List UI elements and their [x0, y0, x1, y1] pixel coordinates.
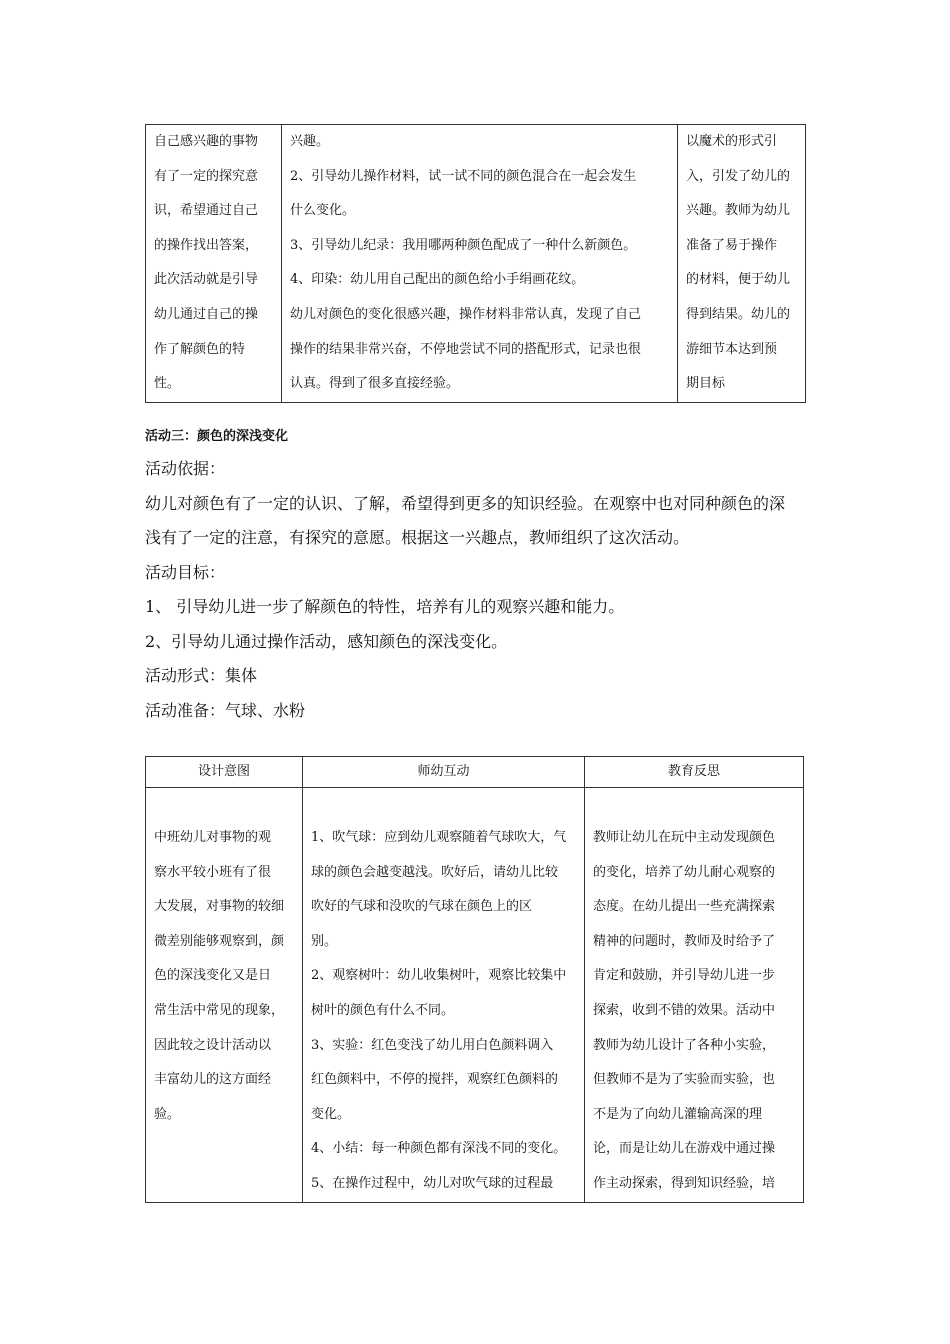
- text-line: 探索，收到不错的效果。活动中: [593, 1002, 776, 1018]
- text-line: 4、小结：每一种颜色都有深浅不同的变化。: [311, 1141, 567, 1157]
- basis-text-line: 幼儿对颜色有了一定的认识、了解，希望得到更多的知识经验。在观察中也对同种颜色的深: [145, 493, 786, 513]
- basis-text-line: 浅有了一定的注意，有探究的意愿。根据这一兴趣点，教师组织了这次活动。: [145, 528, 690, 547]
- text-line: 教师为幼儿设计了各种小实验，: [593, 1037, 776, 1053]
- text-line: 以魔术的形式引: [686, 134, 778, 149]
- text-line: 幼儿通过自己的操: [154, 306, 259, 322]
- text-line: 此次活动就是引导: [154, 272, 259, 288]
- interaction-cell: [282, 125, 678, 403]
- header-design-intent: 设计意图: [146, 757, 303, 788]
- goal-item: 1、 引导幼儿进一步了解颜色的特性，培养有儿的观察兴趣和能力。: [145, 597, 625, 616]
- text-line: 球的颜色会越变越浅。吹好后，请幼儿比较: [311, 864, 559, 880]
- text-line: 游细节本达到预: [686, 341, 778, 357]
- text-line: 但教师不是为了实验而实验，也: [593, 1072, 776, 1088]
- text-line: 教师让幼儿在玩中主动发现颜色: [593, 830, 776, 845]
- text-line: 别。: [311, 933, 338, 949]
- text-line: 态度。在幼儿提出一些充满探索: [593, 899, 776, 915]
- text-line: 丰富幼儿的这方面经: [154, 1072, 272, 1088]
- text-line: 常生活中常见的现象，: [154, 1002, 285, 1018]
- reflection-cell: [585, 788, 804, 1203]
- interaction-text: [303, 788, 584, 1202]
- text-line: 察水平较小班有了很: [154, 864, 272, 880]
- text-line: 因此较之设计活动以: [154, 1037, 272, 1053]
- header-reflection: 教育反思: [585, 757, 804, 788]
- text-line: 3、引导幼儿纪录：我用哪两种颜色配成了一种什么新颜色。: [290, 237, 637, 253]
- text-line: 作主动探索，得到知识经验，培: [593, 1175, 776, 1191]
- text-line: 有了一定的探究意: [154, 168, 259, 184]
- reflection-cell: [678, 125, 806, 403]
- text-line: 期目标: [686, 376, 726, 392]
- text-line: 兴趣。: [290, 134, 330, 149]
- design-intent-cell: [146, 788, 303, 1203]
- text-line: 精神的问题时，教师及时给予了: [593, 933, 776, 949]
- text-line: 吹好的气球和没吹的气球在颜色上的区: [311, 899, 533, 915]
- text-line: 2、引导幼儿操作材料，试一试不同的颜色混合在一起会发生: [290, 168, 637, 184]
- reflection-text: [678, 125, 805, 402]
- text-line: 入，引发了幼儿的: [686, 168, 791, 184]
- text-line: 准备了易于操作: [686, 237, 778, 253]
- text-line: 色的深浅变化又是日: [154, 968, 272, 984]
- text-line: 4、印染：幼儿用自己配出的颜色给小手绢画花纹。: [290, 272, 585, 288]
- text-line: 验。: [154, 1106, 181, 1122]
- text-line: 2、观察树叶：幼儿收集树叶，观察比较集中: [311, 968, 567, 984]
- text-line: 的操作找出答案，: [154, 237, 259, 253]
- text-line: 的材料，便于幼儿: [686, 272, 791, 288]
- text-line: 什么变化。: [290, 203, 356, 219]
- text-line: 幼儿对颜色的变化很感兴趣，操作材料非常认真，发现了自己: [290, 306, 642, 322]
- text-line: 的变化，培养了幼儿耐心观察的: [593, 864, 776, 880]
- text-line: 论，而是让幼儿在游戏中通过操: [593, 1141, 776, 1157]
- design-intent-text: [146, 788, 302, 1132]
- text-line: 不是为了向幼儿灌输高深的理: [593, 1106, 763, 1122]
- text-line: 1、吹气球：应到幼儿观察随着气球吹大，气: [311, 830, 567, 845]
- interaction-text: [282, 125, 677, 402]
- text-line: 3、实验：红色变浅了幼儿用白色颜料调入: [311, 1037, 554, 1053]
- text-line: 5、在操作过程中，幼儿对吹气球的过程最: [311, 1175, 554, 1191]
- section-title: 活动三：颜色的深浅变化: [145, 429, 289, 444]
- text-line: 自己感兴趣的事物: [154, 134, 259, 149]
- text-line: 兴趣。教师为幼儿: [686, 203, 791, 219]
- design-intent-text: [146, 125, 281, 402]
- text-line: 识，希望通过自己: [154, 203, 259, 219]
- text-line: 大发展，对事物的较细: [154, 899, 285, 915]
- text-line: 操作的结果非常兴奋，不停地尝试不同的搭配形式，记录也很: [290, 341, 642, 357]
- header-interaction: 师幼互动: [303, 757, 585, 788]
- goals-label: 活动目标：: [145, 562, 226, 582]
- text-line: 微差别能够观察到，颜: [154, 933, 285, 949]
- text-line: 红色颜料中，不停的搅拌，观察红色颜料的: [311, 1072, 559, 1088]
- text-line: 树叶的颜色有什么不同。: [311, 1002, 455, 1018]
- text-line: 肯定和鼓励，并引导幼儿进一步: [593, 968, 776, 984]
- activity-description: [145, 452, 810, 728]
- basis-label: 活动依据：: [145, 459, 226, 478]
- goal-item: 2、引导幼儿通过操作活动，感知颜色的深浅变化。: [145, 631, 508, 651]
- text-line: 得到结果。幼儿的: [686, 306, 791, 322]
- text-line: 变化。: [311, 1106, 351, 1122]
- interaction-cell: [303, 788, 585, 1203]
- activity-two-table: [145, 124, 806, 403]
- text-line: 性。: [154, 376, 181, 392]
- reflection-text: [585, 788, 803, 1202]
- text-line: 作了解颜色的特: [154, 341, 246, 357]
- text-line: 中班幼儿对事物的观: [154, 830, 272, 845]
- activity-three-table: [145, 756, 804, 1203]
- activity-form: 活动形式：集体: [145, 666, 258, 685]
- text-line: 认真。得到了很多直接经验。: [290, 376, 460, 392]
- activity-preparation: 活动准备：气球、水粉: [145, 700, 306, 720]
- design-intent-cell: [146, 125, 282, 403]
